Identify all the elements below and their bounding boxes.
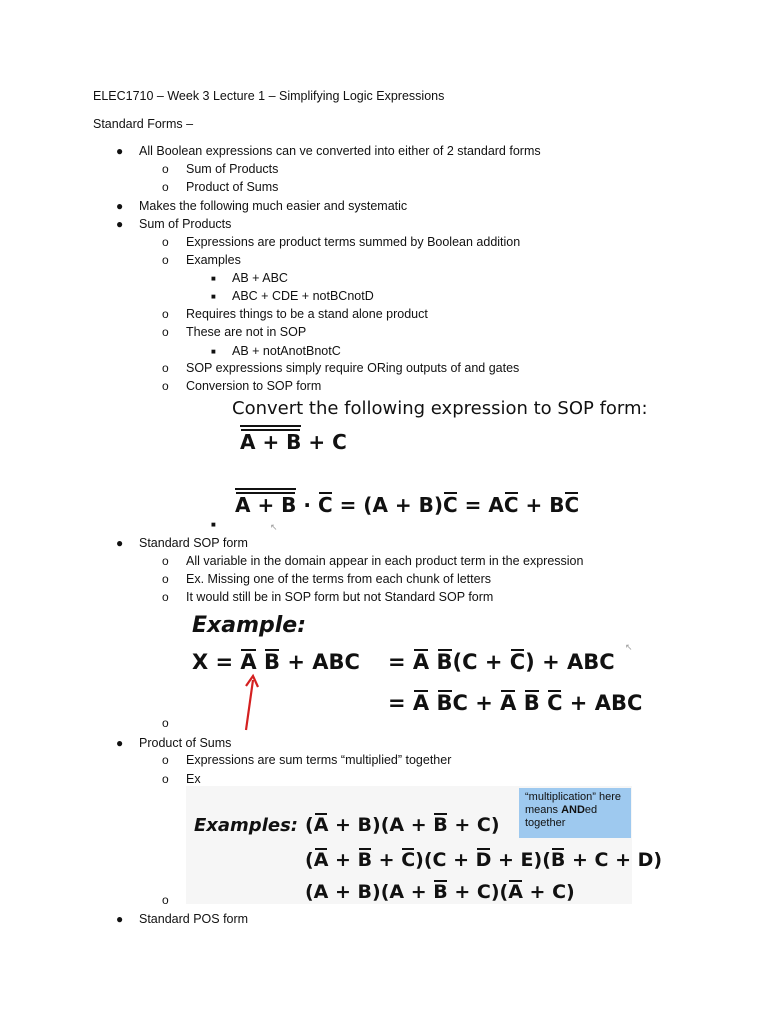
bullet-disc: ● — [116, 912, 124, 926]
bullet-square: ■ — [211, 274, 216, 283]
figure1-heading: Convert the following expression to SOP form: — [232, 398, 648, 419]
list-item: SOP expressions simply require ORing outputs of and gates — [186, 361, 520, 375]
arrow-icon — [236, 672, 276, 732]
bullet-circle: o — [162, 893, 169, 907]
bullet-circle: o — [162, 325, 169, 339]
bullet-disc: ● — [116, 536, 124, 550]
cursor-mark: ↖ — [625, 642, 633, 652]
section-heading: Standard Forms – — [93, 117, 194, 131]
bullet-circle: o — [162, 554, 169, 568]
bullet-circle: o — [162, 235, 169, 249]
figure3-line2: (A + B + C)(C + D + E)(B + C + D) — [305, 849, 663, 871]
list-item: All variable in the domain appear in each product term in the expression — [186, 554, 584, 568]
list-item: Sum of Products — [186, 162, 279, 176]
list-item: Expressions are sum terms “multiplied” together — [186, 753, 452, 767]
list-item: Standard SOP form — [139, 536, 248, 550]
list-item: Examples — [186, 253, 241, 267]
list-item: Conversion to SOP form — [186, 379, 322, 393]
bullet-circle: o — [162, 753, 169, 767]
bullet-circle: o — [162, 772, 169, 786]
bullet-circle: o — [162, 590, 169, 604]
list-item: Standard POS form — [139, 912, 249, 926]
bullet-disc: ● — [116, 736, 124, 750]
figure3-heading: Examples: — [194, 815, 298, 836]
list-item: Makes the following much easier and systematic — [139, 199, 408, 213]
list-item: It would still be in SOP form but not Standard SOP form — [186, 590, 494, 604]
figure1-expression: A + B + C — [240, 430, 347, 454]
bullet-disc: ● — [116, 144, 124, 158]
list-item: Ex. Missing one of the terms from each chunk of letters — [186, 572, 491, 586]
list-item: All Boolean expressions can ve converted into either of 2 standard forms — [139, 144, 541, 158]
list-item: AB + notAnotBnotC — [232, 344, 341, 358]
list-item: These are not in SOP — [186, 325, 307, 339]
figure2-heading: Example: — [192, 613, 306, 638]
list-item: AB + ABC — [232, 271, 288, 285]
figure1-result: A + B · C = (A + B)C = AC + BC — [235, 493, 580, 517]
figure2-line3: = A BC + A B C + ABC — [388, 691, 643, 715]
bullet-circle: o — [162, 307, 169, 321]
figure2-line2: = A B(C + C) + ABC — [388, 650, 615, 674]
list-item: ABC + CDE + notBCnotD — [232, 289, 374, 303]
cursor-mark: ↖ — [270, 522, 278, 532]
list-item: Product of Sums — [139, 736, 232, 750]
bullet-circle: o — [162, 361, 169, 375]
figure2-line1: X = A B + ABC — [192, 650, 360, 674]
multiplication-note: “multiplication” here means ANDed together — [519, 788, 631, 838]
bullet-circle: o — [162, 572, 169, 586]
figure3-line3: (A + B)(A + B + C)(A + C) — [305, 881, 575, 903]
bullet-circle: o — [162, 716, 169, 730]
list-item: Requires things to be a stand alone product — [186, 307, 428, 321]
list-item: Expressions are product terms summed by Boolean addition — [186, 235, 521, 249]
bullet-circle: o — [162, 379, 169, 393]
list-item: Product of Sums — [186, 180, 279, 194]
bullet-circle: o — [162, 180, 169, 194]
list-item: Sum of Products — [139, 217, 232, 231]
bullet-circle: o — [162, 162, 169, 176]
document-title: ELEC1710 – Week 3 Lecture 1 – Simplifying Logic Expressions — [93, 89, 445, 103]
bullet-square: ■ — [211, 520, 216, 529]
bullet-disc: ● — [116, 199, 124, 213]
figure3-line1: (A + B)(A + B + C) — [305, 814, 500, 836]
list-item: Ex — [186, 772, 201, 786]
bullet-disc: ● — [116, 217, 124, 231]
bullet-circle: o — [162, 253, 169, 267]
bullet-square: ■ — [211, 347, 216, 356]
bullet-square: ■ — [211, 292, 216, 301]
